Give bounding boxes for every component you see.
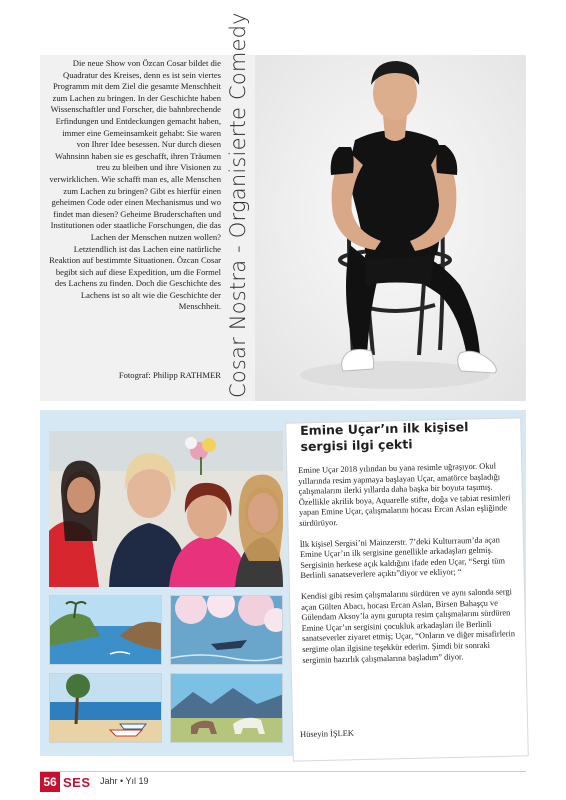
painting-sea-cliff [49, 595, 162, 665]
painting-horses [170, 673, 283, 743]
painting-blossom-boat-art [171, 596, 283, 665]
group-photo [49, 431, 283, 587]
painting-blossom-boat [170, 595, 283, 665]
article-tr-body [298, 461, 521, 676]
ses-logo [62, 774, 96, 790]
article-de-paragraph: Die neue Show von Özcan Cosar bildet die Quadratur des Kreises, denn es ist sein viertes Programm mit dem Ziel die gesamte Menschheit zum Lachen zu bringen. In der Geschichte haben Wissenschaftler und Forscher, die bahnbrechende Erfindungen und Entdeckungen gemacht haben, immer eine Gemeinsamkeit gehabt: Sie waren von Ihrer Idee besessen. Nur durch diesen Wahnsinn haben sie es geschafft, ihren Träumen treu zu bleiben und ihre Visionen zu verwirklichen. Wie schafft man es, alle Menschen zum Lachen zu bringen? Gibt es hierfür einen geheimen Code oder einen Mechanismus und wo findet man diesen? Geheime Bruderschaften und Institutionen oder staatliche Forschungen, die das Lachen der Menschen nutzen wollen? Letztendlich ist das Lachen eine natürliche Reaktion auf bestimmte Situationen. Özcan Cosar begibt sich auf diese Expedition, um die Formel des Lachens zu finden. Doch die Geschichte des Lachens ist so alt wie die Geschichte der Menschheit. [49, 58, 221, 312]
painting-sea-cliff-art [50, 596, 162, 665]
article-tr-author: Hüseyin İŞLEK [300, 728, 354, 739]
painting-beach-boats [49, 673, 162, 743]
svg-text:SES: SES [63, 775, 91, 790]
photo-credit: Fotograf: Philipp RATHMER [118, 370, 221, 380]
comedian-photo [255, 55, 526, 401]
article-de-title: Cosar Nostra - Organisierte Comedy [226, 12, 250, 398]
article-tr-paragraph: İlk kişisel Sergisi’ni Mainzerstr. 7’deki Kulturraum’da açan Emine Uçar’ın ilk sergisine genellikle arkadaşları gelmiş. Sergisinin herkese açık kaldığını ifade eden Uçar, “Sergi tüm Berlinli sanatseverlere açıktı”diyor ve ekliyor; “ [299, 535, 506, 581]
comedian-photo-illustration [255, 55, 526, 401]
page-number: 56 [40, 772, 60, 792]
article-de-body [48, 58, 221, 313]
footer-divider [40, 771, 526, 772]
issue-label: Jahr • Yıl 19 [100, 776, 149, 786]
painting-beach-boats-art [50, 674, 162, 743]
article-tr-title: Emine Uçar’ın ilk kişisel sergisi ilgi çekti [300, 419, 469, 454]
article-tr-paragraph: Emine Uçar 2018 yılından bu yana resimle uğraşıyor. Okul yıllarında resim yapmaya başlayan Uçar, amatörce başladığı çalışmalarını ilerki yıllarda daha başka bir boyuta taşımış. Özellikle akrilik boya, Aquarelle stifte, doğa ve tabiat resimleri yapan Emine Uçar, çalışmalarını hocası Ercan Aslan eşliğinde sürdürüyor. [298, 461, 511, 528]
ses-logo-icon [62, 774, 96, 790]
article-tr-paragraph: Kendisi gibi resim çalışmalarını sürdüren ve aynı salonda sergi açan Gülten Abacı, hocası Ercan Aslan, Birsen Bahaşçu ve Gülendam Aksoy’la aynı gurupta resim çalışmalarını sürdüren Emine Uçar’ın sergisini çocukluk arkadaşları ile Berlinli sanatseverler ziyaret etmiş; Uçar, “Onların ve diğer misafirlerin sergime olan ilgisine teşekkür ederim. Şimdi bir sonraki sergimin hazırlık çalışmalarına başladım” diyor. [300, 587, 516, 665]
painting-horses-art [171, 674, 283, 743]
group-photo-illustration [49, 431, 283, 587]
